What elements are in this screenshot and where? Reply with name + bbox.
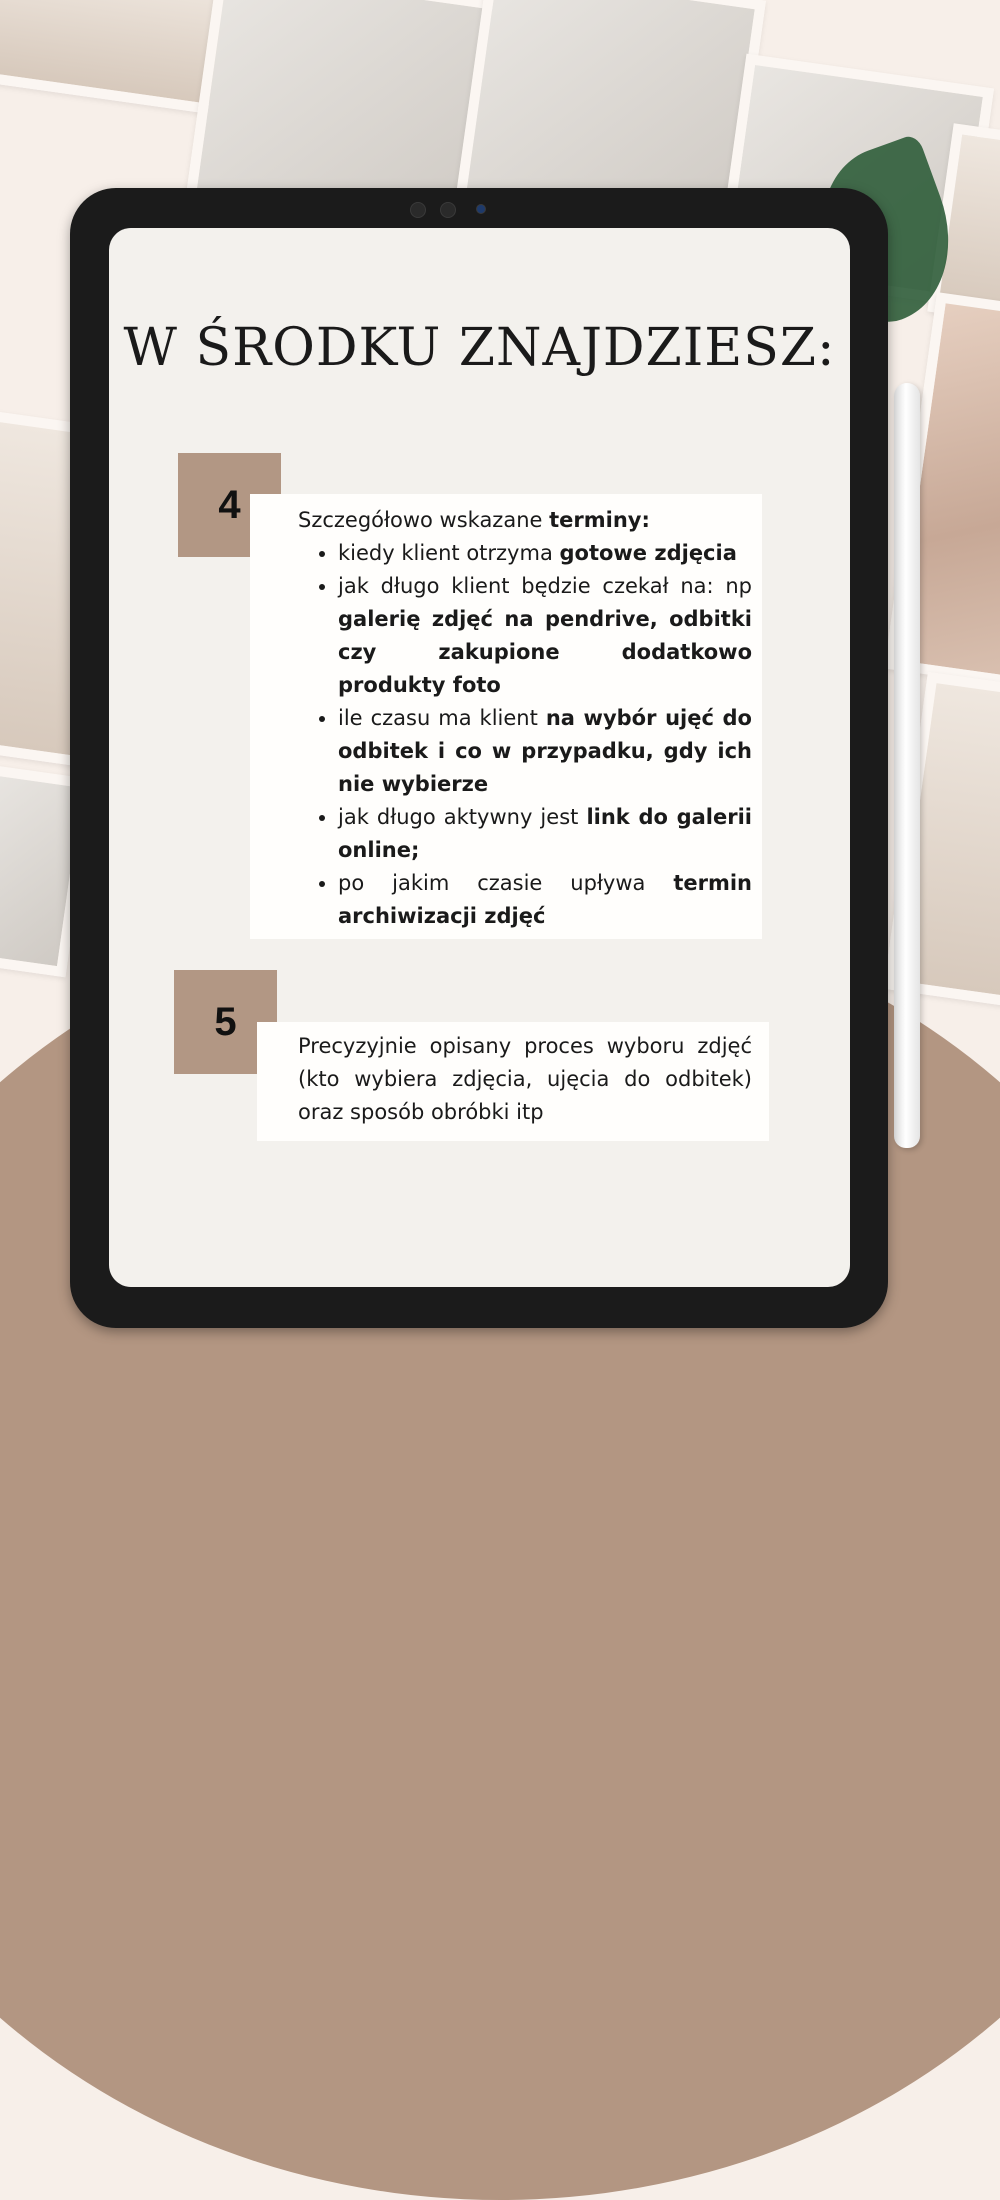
camera-dot xyxy=(440,202,456,218)
list-item xyxy=(338,867,752,933)
item-bold: link do galerii online; xyxy=(338,805,752,862)
list-item xyxy=(338,537,752,570)
list-item xyxy=(338,702,752,801)
page-title: W ŚRODKU ZNAJDZIESZ: xyxy=(123,318,836,378)
section-5-text xyxy=(298,1030,752,1129)
item-text: po jakim czasie upływa xyxy=(338,871,674,895)
section-4-intro xyxy=(298,504,752,537)
camera-dot xyxy=(410,202,426,218)
item-text: kiedy klient otrzyma xyxy=(338,541,560,565)
list-item xyxy=(338,570,752,702)
section-number-label: 4 xyxy=(218,482,241,527)
list-item xyxy=(338,801,752,867)
section-number-label: 5 xyxy=(214,999,237,1044)
item-bold: gotowe zdjęcia xyxy=(559,541,737,565)
section-4-text xyxy=(298,504,752,933)
intro-text: Szczegółowo wskazane xyxy=(298,508,550,532)
item-bold: termin archiwizacji zdjęć xyxy=(338,871,752,928)
section-5-paragraph: Precyzyjnie opisany proces wyboru zdjęć (kto wybiera zdjęcia, ujęcia do odbitek) oraz sposób obróbki itp xyxy=(298,1034,752,1124)
tablet-camera-bar xyxy=(402,201,572,217)
item-text: jak długo aktywny jest xyxy=(338,805,587,829)
intro-bold: terminy: xyxy=(549,508,650,532)
terms-list xyxy=(298,537,752,933)
item-bold: na wybór ujęć do odbitek i co w przypadku, gdy ich nie wybierze xyxy=(338,706,752,796)
stylus-pencil xyxy=(894,383,920,1148)
camera-lens xyxy=(476,204,486,214)
item-text: ile czasu ma klient xyxy=(338,706,546,730)
item-bold: galerię zdjęć na pendrive, odbitki czy zakupione dodatkowo produkty foto xyxy=(338,607,752,697)
item-text: jak długo klient będzie czekał na: np xyxy=(338,574,752,598)
